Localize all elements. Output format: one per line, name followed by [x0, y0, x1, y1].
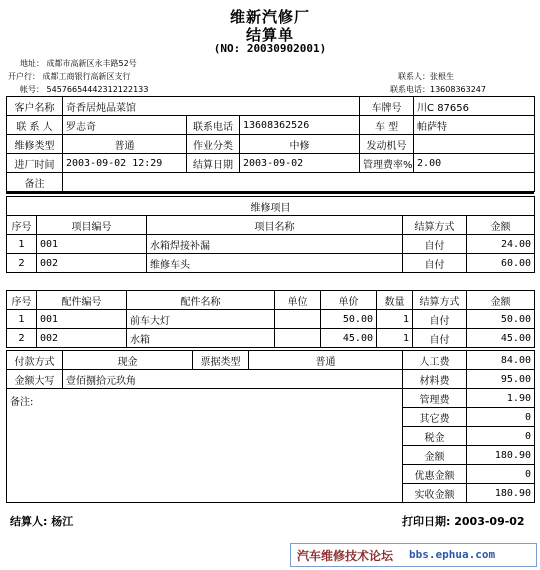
contact-person: 联系人：张根生 — [398, 72, 454, 81]
row-no: 2 — [7, 254, 37, 273]
row-no: 1 — [7, 310, 37, 329]
settle-date-value: 2003-09-02 — [240, 154, 360, 173]
table-row — [7, 254, 535, 273]
pay-method: 自付 — [403, 254, 467, 273]
col-header: 结算方式 — [413, 291, 467, 310]
part-name: 水箱 — [127, 329, 275, 348]
col-header: 配件名称 — [127, 291, 275, 310]
fee-label: 优惠金额 — [403, 465, 467, 484]
unit-price: 50.00 — [321, 310, 377, 329]
unit — [275, 310, 321, 329]
document-number: (NO: 20030902001) — [213, 42, 327, 55]
engine-value — [414, 135, 535, 154]
unit — [275, 329, 321, 348]
remark-label: 备注 — [7, 173, 63, 192]
fee-value: 180.90 — [467, 484, 535, 503]
fee-label: 金额 — [403, 446, 467, 465]
phone-label: 联系电话 — [187, 116, 240, 135]
pay-method-label: 付款方式 — [7, 351, 63, 370]
mgmt-rate-value: 2.00 — [414, 154, 535, 173]
contact-label: 联 系 人 — [7, 116, 63, 135]
invoice-type-label: 票据类型 — [193, 351, 249, 370]
repair-section-title: 维修项目 — [7, 197, 535, 216]
phone-value: 13608362526 — [240, 116, 360, 135]
contact-phone: 联系电话：13608363247 — [390, 85, 486, 94]
fee-label: 实收金额 — [403, 484, 467, 503]
row-no: 1 — [7, 235, 37, 254]
forum-watermark — [290, 543, 537, 567]
fee-label: 税金 — [403, 427, 467, 446]
fee-label: 人工费 — [403, 351, 467, 370]
pay-method-value: 现金 — [63, 351, 193, 370]
fee-value: 1.90 — [467, 389, 535, 408]
quantity: 1 — [377, 310, 413, 329]
document-title: 结算单 — [245, 26, 294, 44]
notes-label: 备注: — [10, 397, 34, 408]
fee-label: 其它费 — [403, 408, 467, 427]
table-row — [7, 329, 535, 348]
engine-label: 发动机号 — [360, 135, 414, 154]
fee-value: 180.90 — [467, 446, 535, 465]
amount: 24.00 — [467, 235, 535, 254]
contact-value: 罗志奇 — [63, 116, 187, 135]
col-header: 项目名称 — [147, 216, 403, 235]
col-header: 序号 — [7, 291, 37, 310]
amount-upper-value: 壹佰捌拾元玖角 — [63, 370, 403, 389]
customer-value: 奇香居炖品菜馆 — [63, 97, 360, 116]
col-header: 配件编号 — [37, 291, 127, 310]
repair-type-value: 普通 — [63, 135, 187, 154]
col-header: 序号 — [7, 216, 37, 235]
address: 地址： 成都市高新区永丰路52号 — [20, 59, 137, 68]
fee-value: 95.00 — [467, 370, 535, 389]
pay-method: 自付 — [413, 310, 467, 329]
amount: 45.00 — [467, 329, 535, 348]
repair-items-table — [6, 196, 535, 273]
settler: 结算人: 杨江 — [10, 515, 74, 528]
item-code: 002 — [37, 254, 147, 273]
remark-value — [63, 173, 535, 192]
fee-value: 0 — [467, 427, 535, 446]
entry-time-value: 2003-09-02 12:29 — [63, 154, 187, 173]
item-name: 维修车头 — [147, 254, 403, 273]
fee-value: 0 — [467, 465, 535, 484]
table-row — [7, 235, 535, 254]
print-date: 打印日期: 2003-09-02 — [402, 515, 525, 528]
part-name: 前车大灯 — [127, 310, 275, 329]
col-header: 单价 — [321, 291, 377, 310]
unit-price: 45.00 — [321, 329, 377, 348]
divider — [6, 192, 534, 194]
entry-time-label: 进厂时间 — [7, 154, 63, 173]
summary-table — [6, 350, 535, 503]
col-header: 金额 — [467, 216, 535, 235]
account: 帐号： 5457665444231212213З — [20, 85, 149, 94]
pay-method: 自付 — [413, 329, 467, 348]
repair-type-label: 维修类型 — [7, 135, 63, 154]
col-header: 结算方式 — [403, 216, 467, 235]
amount: 60.00 — [467, 254, 535, 273]
model-value: 帕萨特 — [414, 116, 535, 135]
invoice-type-value: 普通 — [249, 351, 403, 370]
fee-value: 84.00 — [467, 351, 535, 370]
watermark-cn: 汽车维修技术论坛 — [297, 549, 394, 563]
item-name: 水箱焊接补漏 — [147, 235, 403, 254]
work-category-label: 作业分类 — [187, 135, 240, 154]
work-category-value: 中修 — [240, 135, 360, 154]
customer-label: 客户名称 — [7, 97, 63, 116]
fee-label: 管理费 — [403, 389, 467, 408]
fee-label: 材料费 — [403, 370, 467, 389]
divider — [6, 272, 534, 273]
mgmt-rate-label: 管理费率% — [360, 154, 414, 173]
bank: 开户行： 成都工商银行高新区支行 — [8, 72, 131, 81]
amount-upper-label: 金额大写 — [7, 370, 63, 389]
settle-date-label: 结算日期 — [187, 154, 240, 173]
table-row — [7, 310, 535, 329]
model-label: 车 型 — [360, 116, 414, 135]
plate-value: 川C 87656 — [414, 97, 535, 116]
col-header: 金额 — [467, 291, 535, 310]
part-code: 001 — [37, 310, 127, 329]
parts-table — [6, 290, 535, 348]
watermark-en: bbs.ephua.com — [409, 548, 496, 561]
info-table — [6, 96, 535, 192]
pay-method: 自付 — [403, 235, 467, 254]
col-header: 单位 — [275, 291, 321, 310]
part-code: 002 — [37, 329, 127, 348]
quantity: 1 — [377, 329, 413, 348]
company-name: 维新汽修厂 — [229, 8, 310, 26]
notes-area — [7, 389, 403, 503]
row-no: 2 — [7, 329, 37, 348]
col-header: 数量 — [377, 291, 413, 310]
item-code: 001 — [37, 235, 147, 254]
amount: 50.00 — [467, 310, 535, 329]
fee-value: 0 — [467, 408, 535, 427]
plate-label: 车牌号 — [360, 97, 414, 116]
col-header: 项目编号 — [37, 216, 147, 235]
